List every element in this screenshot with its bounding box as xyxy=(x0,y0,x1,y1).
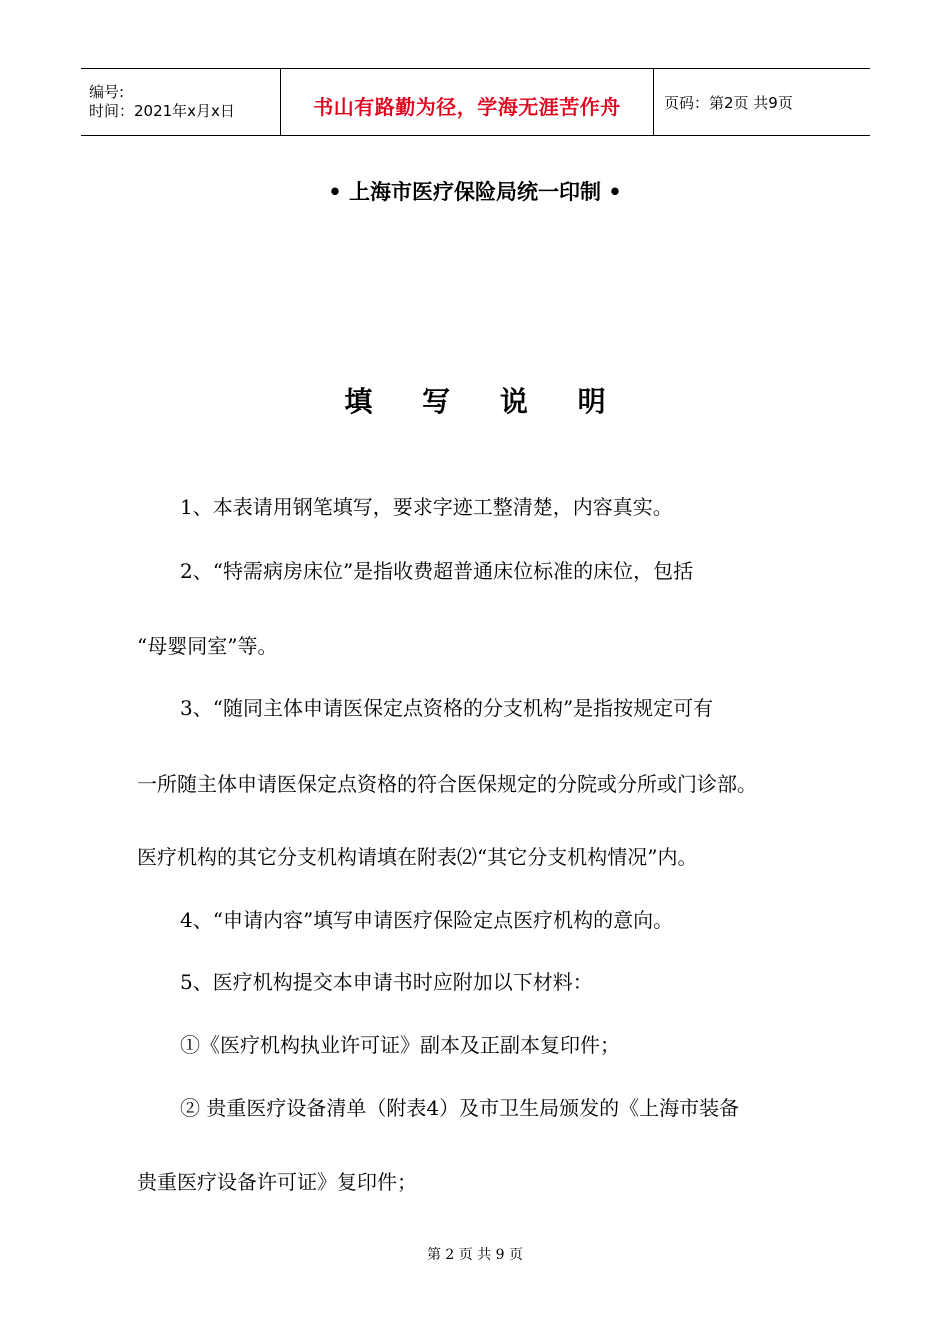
instruction-line: 贵重医疗设备许可证》复印件； xyxy=(137,1170,417,1194)
instruction-line: 3、“随同主体申请医保定点资格的分支机构”是指按规定可有 xyxy=(180,696,714,720)
header-page-cell xyxy=(654,69,870,135)
motto-text: 书山有路勤为径，学海无涯苦作舟 xyxy=(313,94,621,119)
header-left-cell xyxy=(81,69,281,135)
number-label: 编号: xyxy=(89,83,125,101)
title-char: 说 xyxy=(499,385,528,418)
instruction-line: ② 贵重医疗设备清单（附表4）及市卫生局颁发的《上海市装备 xyxy=(180,1096,740,1120)
page-footer: 第 2 页 共 9 页 xyxy=(426,1247,524,1263)
instruction-line: ①《医疗机构执业许可证》副本及正副本复印件； xyxy=(180,1033,620,1057)
page-label: 页码：第2页 共9页 xyxy=(664,93,793,112)
instruction-line: 5、医疗机构提交本申请书时应附加以下材料： xyxy=(180,970,593,994)
instruction-line: 2、“特需病房床位”是指收费超普通床位标准的床位，包括 xyxy=(180,559,694,583)
title-char: 填 xyxy=(344,385,373,418)
instruction-line: 1、本表请用钢笔填写，要求字迹工整清楚，内容真实。 xyxy=(180,495,673,519)
document-title xyxy=(0,380,950,420)
title-char: 写 xyxy=(422,385,451,418)
time-label: 时间：2021年x月x日 xyxy=(89,102,235,120)
header-table xyxy=(81,68,870,136)
issuer-subtitle: • 上海市医疗保险局统一印制 • xyxy=(328,180,622,204)
header-motto-cell xyxy=(281,69,654,135)
instruction-line: 一所随主体申请医保定点资格的符合医保规定的分院或分所或门诊部。 xyxy=(137,772,757,796)
instruction-line: “母婴同室”等。 xyxy=(137,634,278,658)
instruction-line: 4、“申请内容”填写申请医疗保险定点医疗机构的意向。 xyxy=(180,908,674,932)
title-char: 明 xyxy=(577,385,606,418)
instruction-line: 医疗机构的其它分支机构请填在附表⑵“其它分支机构情况”内。 xyxy=(137,845,698,869)
